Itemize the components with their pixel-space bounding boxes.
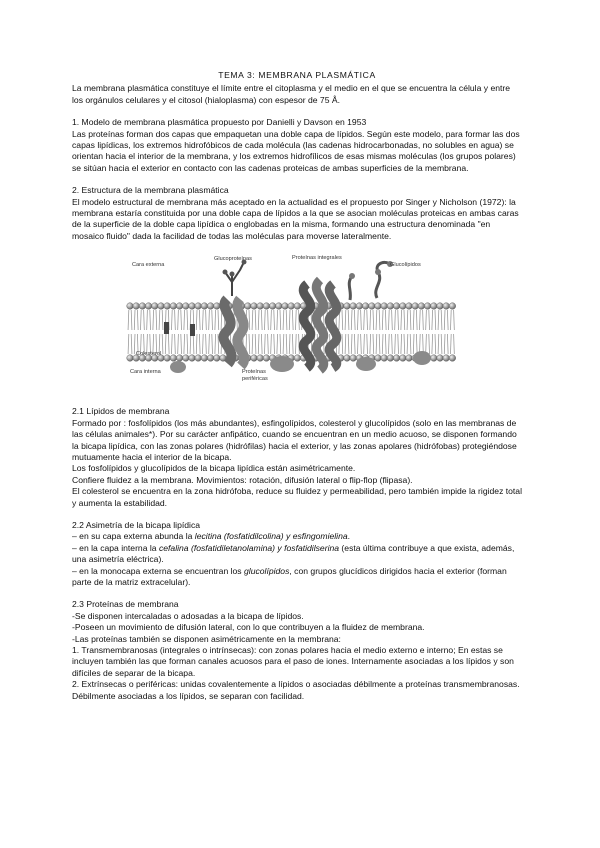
- peripheral-protein: [170, 351, 431, 373]
- label-proteinas-line2: periféricas: [242, 376, 268, 383]
- label-proteinas-line1: Proteínas: [242, 369, 266, 376]
- section-1-body: Las proteínas forman dos capas que empaquetan una doble capa de lípidos. Según este modelo, para formar las dos capas lipídicas, los extremos hidrofóbicos de cada molécula (las cadenas hidrocarbonadas, no solubles en agua) se orientan hacia el interior de la membrana, y los extremos hidrofílicos de esas mismas moléculas (los grupos polares) se sitúan hacia el exterior en contacto con las cadenas proteicas de ambas superficies de la membrana.: [72, 128, 520, 173]
- section-2-body: El modelo estructural de membrana más aceptado en la actualidad es el propuesto por Singer y Nicholson (1972): la membrana estaría constituida por una doble capa de lípidos a la que se asocian moléculas proteicas en ambas caras de la superficie de la doble capa lipídica o englobadas en la misma, formando una estructura denominada "en mosaico fluido" dada la facilidad de todas las moléculas para moverse lateralmente.: [72, 196, 519, 241]
- section-1: [72, 117, 522, 174]
- lipid-bilayer: [127, 303, 456, 362]
- integral-protein: [303, 280, 337, 370]
- asymmetry-item: – en la capa interna la cefalina (fosfatidiletanolamina) y fosfatidilserina (esta última contribuye a que exista, además, una asimetría eléctrica).: [72, 542, 515, 565]
- section-2: [72, 185, 522, 242]
- membrane-diagram: [122, 254, 462, 394]
- section-2-1-heading: 2.1 Lípidos de membrana: [72, 406, 170, 417]
- section-2-1-line: El colesterol se encuentra en la zona hidrófoba, reduce su fluidez y permeabilidad, pero también impide la rigidez total y aumenta la estabilidad.: [72, 486, 523, 508]
- section-2-1: [72, 406, 522, 509]
- glycolipid: [349, 261, 393, 300]
- glycoprotein: [223, 260, 247, 367]
- section-2-2: [72, 520, 522, 588]
- label-colesterol: Colesterol: [136, 351, 162, 358]
- section-2-3-line: -Poseen un movimiento de difusión lateral, con lo que contribuyen a la fluidez de membrana.: [72, 622, 425, 633]
- asymmetry-item: – en la monocapa externa se encuentran los glucolípidos, con grupos glucídicos dirigidos hacia el exterior (forman parte de la matriz extracelular).: [72, 565, 507, 587]
- cholesterol-molecule: [164, 322, 195, 336]
- intro-paragraph: La membrana plasmática constituye el límite entre el citoplasma y el medio en el que se encuentra la célula y entre los orgánulos celulares y el citosol (hialoplasma) con espesor de 75 Å.: [72, 83, 511, 105]
- section-2-3-heading: 2.3 Proteínas de membrana: [72, 599, 179, 610]
- section-2-3-line: 2. Extrínsecas o periféricas: unidas covalentemente a lípidos o asociadas débilmente a proteínas transmembranosas. Débilmente asociadas a los lípidos, se separan con facilidad.: [72, 679, 520, 701]
- label-glucoproteinas: Glucoproteínas: [214, 256, 252, 263]
- section-2-1-line: Confiere fluidez a la membrana. Movimientos: rotación, difusión lateral o flip-flop (flipasa).: [72, 474, 413, 485]
- section-2-2-heading: 2.2 Asimetría de la bicapa lipídica: [72, 519, 201, 530]
- label-glucolipidos: Glucolípidos: [390, 262, 421, 269]
- label-cara-interna: Cara interna: [130, 369, 161, 376]
- section-2-heading: 2. Estructura de la membrana plasmática: [72, 185, 229, 196]
- section-1-heading: 1. Modelo de membrana plasmática propuesto por Danielli y Davson en 1953: [72, 117, 367, 128]
- section-2-3-line: -Se disponen intercaladas o adosadas a la bicapa de lípidos.: [72, 610, 304, 621]
- label-cara-externa: Cara externa: [132, 262, 165, 269]
- document-title: TEMA 3: MEMBRANA PLASMÁTICA: [218, 70, 376, 80]
- section-2-3: [72, 599, 522, 702]
- section-2-1-line: Los fosfolípidos y glucolípidos de la bicapa lipídica están asimétricamente.: [72, 463, 356, 474]
- document-page: [72, 70, 522, 702]
- section-2-1-line: Formado por : fosfolípidos (los más abundantes), esfingolípidos, colesterol y glucolípidos (solo en las membranas de las células animales*). Por su carácter anfipático, cuando se encuentran en un medio acuoso, se disponen formando la bicapa lipídica, con las zonas polares (hidrófilas) hacia el exterior, y las zonas apolares (hidrófobas) protegiéndose mutuamente hacia el interior de la bicapa.: [72, 417, 517, 462]
- asymmetry-item: – en su capa externa abunda la lecitina (fosfatidilcolina) y esfingomielina.: [72, 531, 351, 542]
- section-2-3-line: 1. Transmembranosas (integrales o intrínsecas): con zonas polares hacia el medio externo e interno; En estas se incluyen también las que forman canales acuosos para el paso de iones. Internamente asociadas a los lípidos y son difíciles de separar de la bicapa.: [72, 645, 514, 678]
- section-2-3-line: -Las proteínas también se disponen asimétricamente en la membrana:: [72, 633, 341, 644]
- membrane-illustration: [122, 254, 462, 394]
- label-proteinas-integrales: Proteínas integrales: [292, 255, 342, 262]
